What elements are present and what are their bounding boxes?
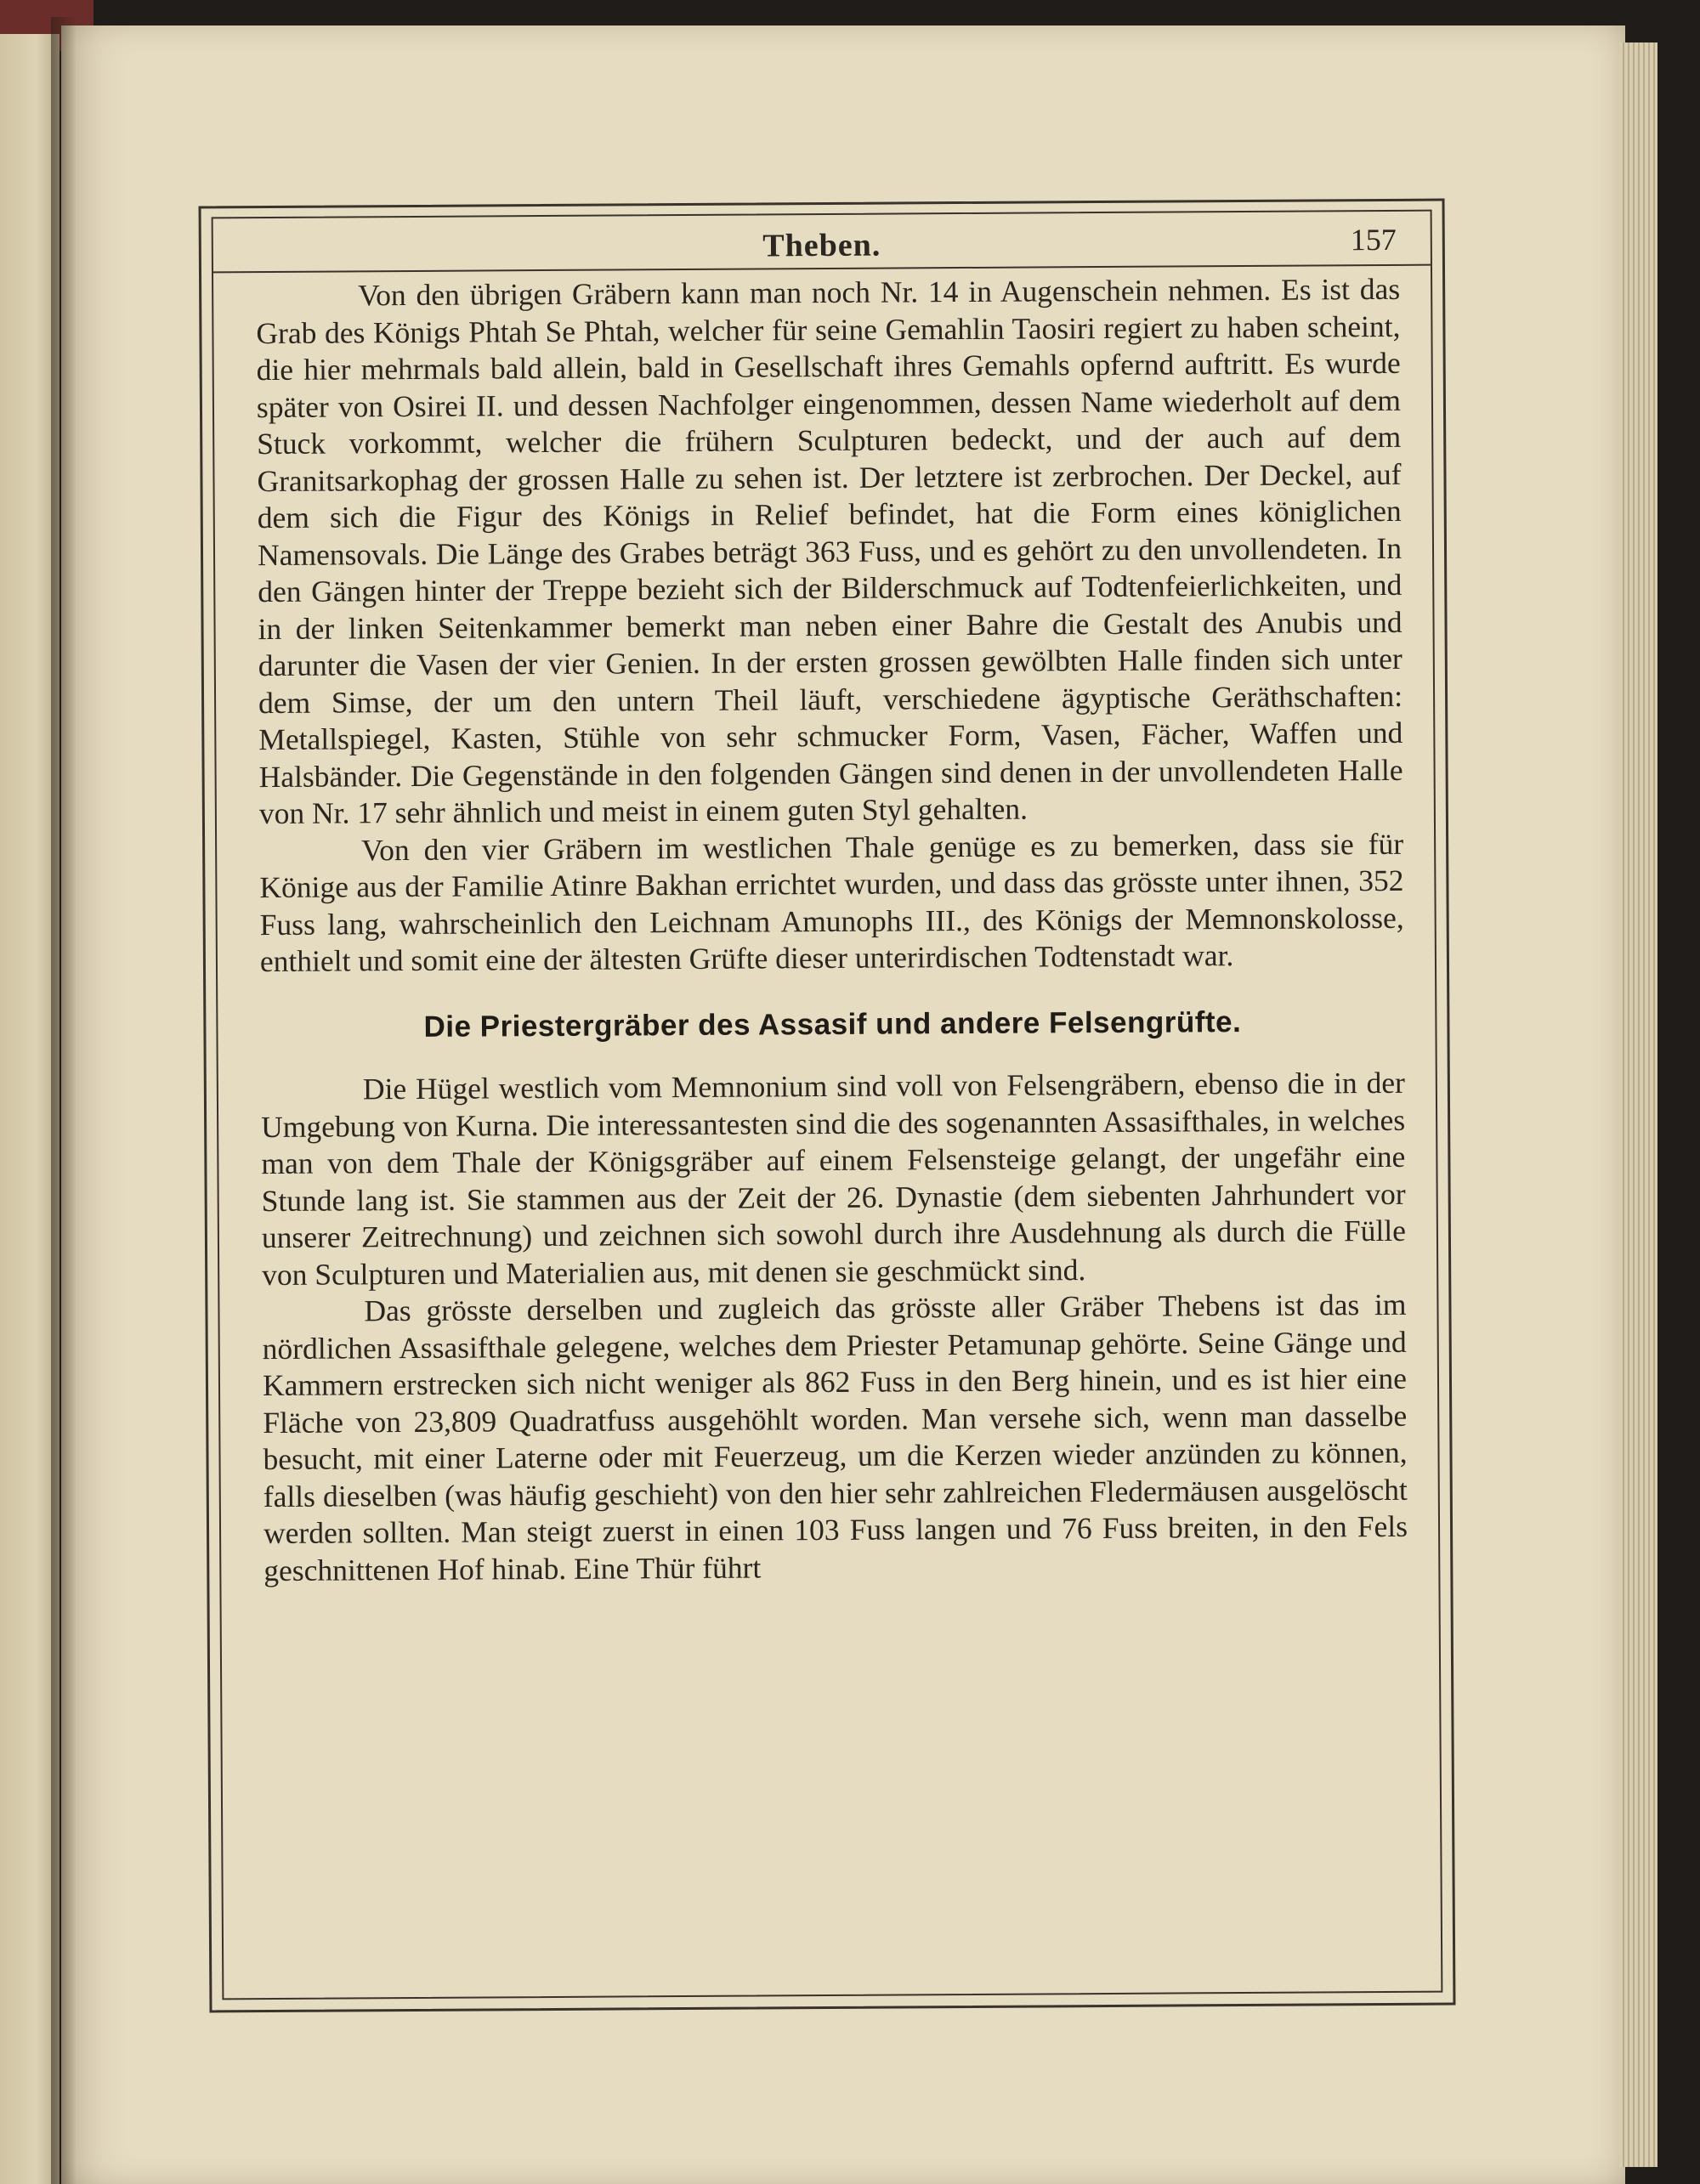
running-head: Theben. (762, 227, 881, 264)
text-frame-inner (212, 210, 1443, 2000)
page-edges (1619, 42, 1658, 2167)
text-frame (199, 199, 1456, 2013)
paragraph-3: Die Hügel westlich vom Memnonium sind voll von Felsengräbern, ebenso die in der Umgebung von Kurna. Die interessantesten sind die des sogenannten Assasifthales, in welches man von dem Thale der Königsgräber auf einem Felsensteige gelangt, der ungefähr eine Stunde lang ist. Sie stammen aus der Zeit der 26. Dynastie (dem siebenten Jahrhundert vor unserer Zeitrechnung) und zeichnen sich sowohl durch ihre Ausdehnung als durch die Fülle von Sculpturen und Materialien aus, mit denen sie geschmückt sind. (261, 1065, 1407, 1292)
body-text (256, 271, 1408, 1589)
spine-shadow (51, 17, 76, 2184)
paragraph-2: Von den vier Gräbern im westlichen Thale genüge es zu bemerken, dass sie für Könige aus der Familie Atinre Bakhan errichtet wurden, und dass das grösste unter ihnen, 352 Fuss lang, wahrscheinlich den Leichnam Amunophs III., des Königs der Memnonskolosse, enthielt und somit eine der ältesten Grüfte dieser unterirdischen Todtenstadt war. (259, 826, 1404, 979)
section-title: Die Priestergräber des Assasif und andere Felsengrüfte. (423, 1004, 1242, 1044)
paragraph-1: Von den übrigen Gräbern kann man noch Nr. 14 in Augenschein nehmen. Es ist das Grab des Königs Phtah Se Phtah, welcher für seine Gemahlin Taosiri regiert zu haben scheint, die hier mehrmals bald allein, bald in Gesellschaft ihres Gemahls opfernd auftritt. Es wurde später von Osirei II. und dessen Nachfolger eingenommen, dessen Name wiederholt auf dem Stuck vorkommt, welcher die frühern Sculpturen bedeckt, und der auch auf dem Granitsarkophag der grossen Halle zu sehen ist. Der letztere ist zerbrochen. Der Deckel, auf dem sich die Figur des Königs in Relief befindet, hat die Form eines königlichen Namensovals. Die Länge des Grabes beträgt 363 Fuss, und es gehört zu den unvollendeten. In den Gängen hinter der Treppe bezieht sich der Bilderschmuck auf Todtenfeierlichkeiten, und in der linken Seitenkammer bemerkt man neben einer Bahre die Gestalt des Anubis und darunter die Vasen der vier Genien. In der ersten grossen gewölbten Halle finden sich unter dem Simse, der um den untern Theil läuft, verschiedene ägyptische Geräthschaften: Metallspiegel, Kasten, Stühle von sehr schmucker Form, Vasen, Fächer, Waffen und Halsbänder. Die Gegenstände in den folgenden Gängen sind denen in der unvollendeten Halle von Nr. 17 sehr ähnlich und meist in einem guten Styl gehalten. (256, 271, 1403, 831)
page-number: 157 (1350, 222, 1397, 257)
paragraph-4: Das grösste derselben und zugleich das grösste aller Gräber Thebens ist das im nördlichen Assasifthale gelegene, welches dem Priester Petamunap gehörte. Seine Gänge und Kammern erstrecken sich nicht weniger als 862 Fuss in den Berg hinein, und es ist hier eine Fläche von 23,809 Quadratfuss ausgehöhlt worden. Man versehe sich, wenn man dasselbe besucht, mit einer Laterne oder mit Feuerzeug, um die Kerzen wieder anzünden zu können, falls dieselben (was häufig geschieht) von den hier sehr zahlreichen Fledermäusen ausgelöscht werden sollten. Man steigt zuerst in einen 103 Fuss langen und 76 Fuss breiten, in den Fels geschnittenen Hof hinab. Eine Thür führt (262, 1287, 1408, 1587)
page-header (213, 212, 1431, 274)
